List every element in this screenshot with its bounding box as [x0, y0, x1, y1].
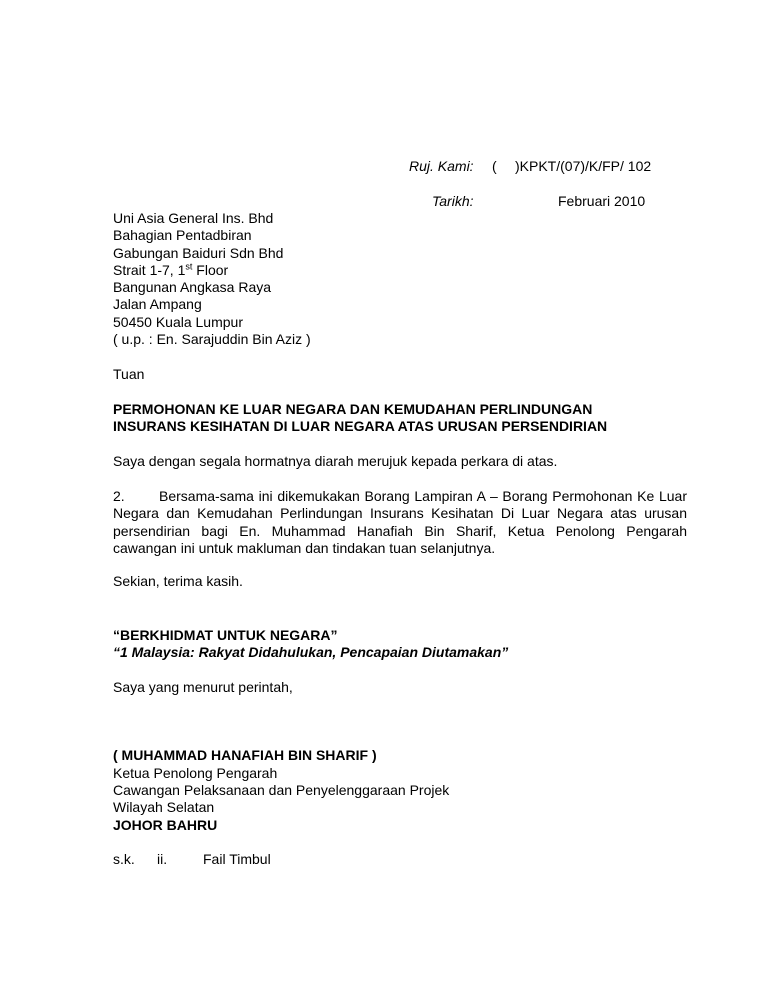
- signatory-division: Cawangan Pelaksanaan dan Penyelenggaraan Projek: [113, 782, 450, 798]
- signatory-title: Ketua Penolong Pengarah: [113, 765, 278, 781]
- signatory-name: ( MUHAMMAD HANAFIAH BIN SHARIF ): [113, 747, 377, 763]
- date-value: Februari 2010: [558, 193, 646, 209]
- cc-label: s.k.: [113, 851, 135, 867]
- motto-line: “1 Malaysia: Rakyat Didahulukan, Pencapaian Diutamakan”: [113, 644, 509, 660]
- address-floor-suffix: Floor: [192, 262, 229, 278]
- address-line: Jalan Ampang: [113, 296, 202, 312]
- address-line: ( u.p. : En. Sarajuddin Bin Aziz ): [113, 331, 311, 347]
- address-line: [113, 262, 228, 279]
- signatory-region: Wilayah Selatan: [113, 799, 215, 815]
- opening-paragraph: Saya dengan segala hormatnya diarah merujuk kepada perkara di atas.: [113, 453, 558, 469]
- signatory-city: JOHOR BAHRU: [113, 817, 218, 833]
- signoff: Saya yang menurut perintah,: [113, 679, 293, 695]
- salutation: Tuan: [113, 366, 145, 382]
- subject-line: INSURANS KESIHATAN DI LUAR NEGARA ATAS URUSAN PERSENDIRIAN: [113, 418, 608, 434]
- reference-label: Ruj. Kami:: [409, 158, 474, 174]
- address-line: Bangunan Angkasa Raya: [113, 279, 272, 295]
- address-line: Uni Asia General Ins. Bhd: [113, 210, 274, 226]
- cc-number: ii.: [157, 851, 168, 867]
- date-label: Tarikh:: [432, 193, 474, 209]
- cc-item: Fail Timbul: [203, 851, 271, 867]
- ordinal-superscript: st: [185, 261, 193, 272]
- address-line: Gabungan Baiduri Sdn Bhd: [113, 245, 284, 261]
- address-line: 50450 Kuala Lumpur: [113, 314, 243, 330]
- paragraph-text: Bersama-sama ini dikemukakan Borang Lampiran A – Borang Permohonan Ke Luar Negara dan Kemudahan Perlindungan Insurans Kesihatan Di Luar Negara atas urusan persendirian bagi En. Muhammad Hanafiah Bin Sharif, Ketua Penolong Pengarah cawangan ini untuk makluman dan tindakan tuan selanjutnya.: [113, 488, 687, 556]
- address-line: Bahagian Pentadbiran: [113, 227, 252, 243]
- closing-remark: Sekian, terima kasih.: [113, 573, 243, 589]
- paragraph-2: [113, 488, 687, 557]
- reference-paren: (: [492, 158, 497, 174]
- motto-line: “BERKHIDMAT UNTUK NEGARA”: [113, 627, 338, 643]
- address-floor-text: Strait 1-7, 1: [113, 262, 186, 278]
- reference-number: )KPKT/(07)/K/FP/ 102: [515, 158, 652, 174]
- subject-line: PERMOHONAN KE LUAR NEGARA DAN KEMUDAHAN PERLINDUNGAN: [113, 401, 593, 417]
- paragraph-number: 2.: [113, 488, 125, 504]
